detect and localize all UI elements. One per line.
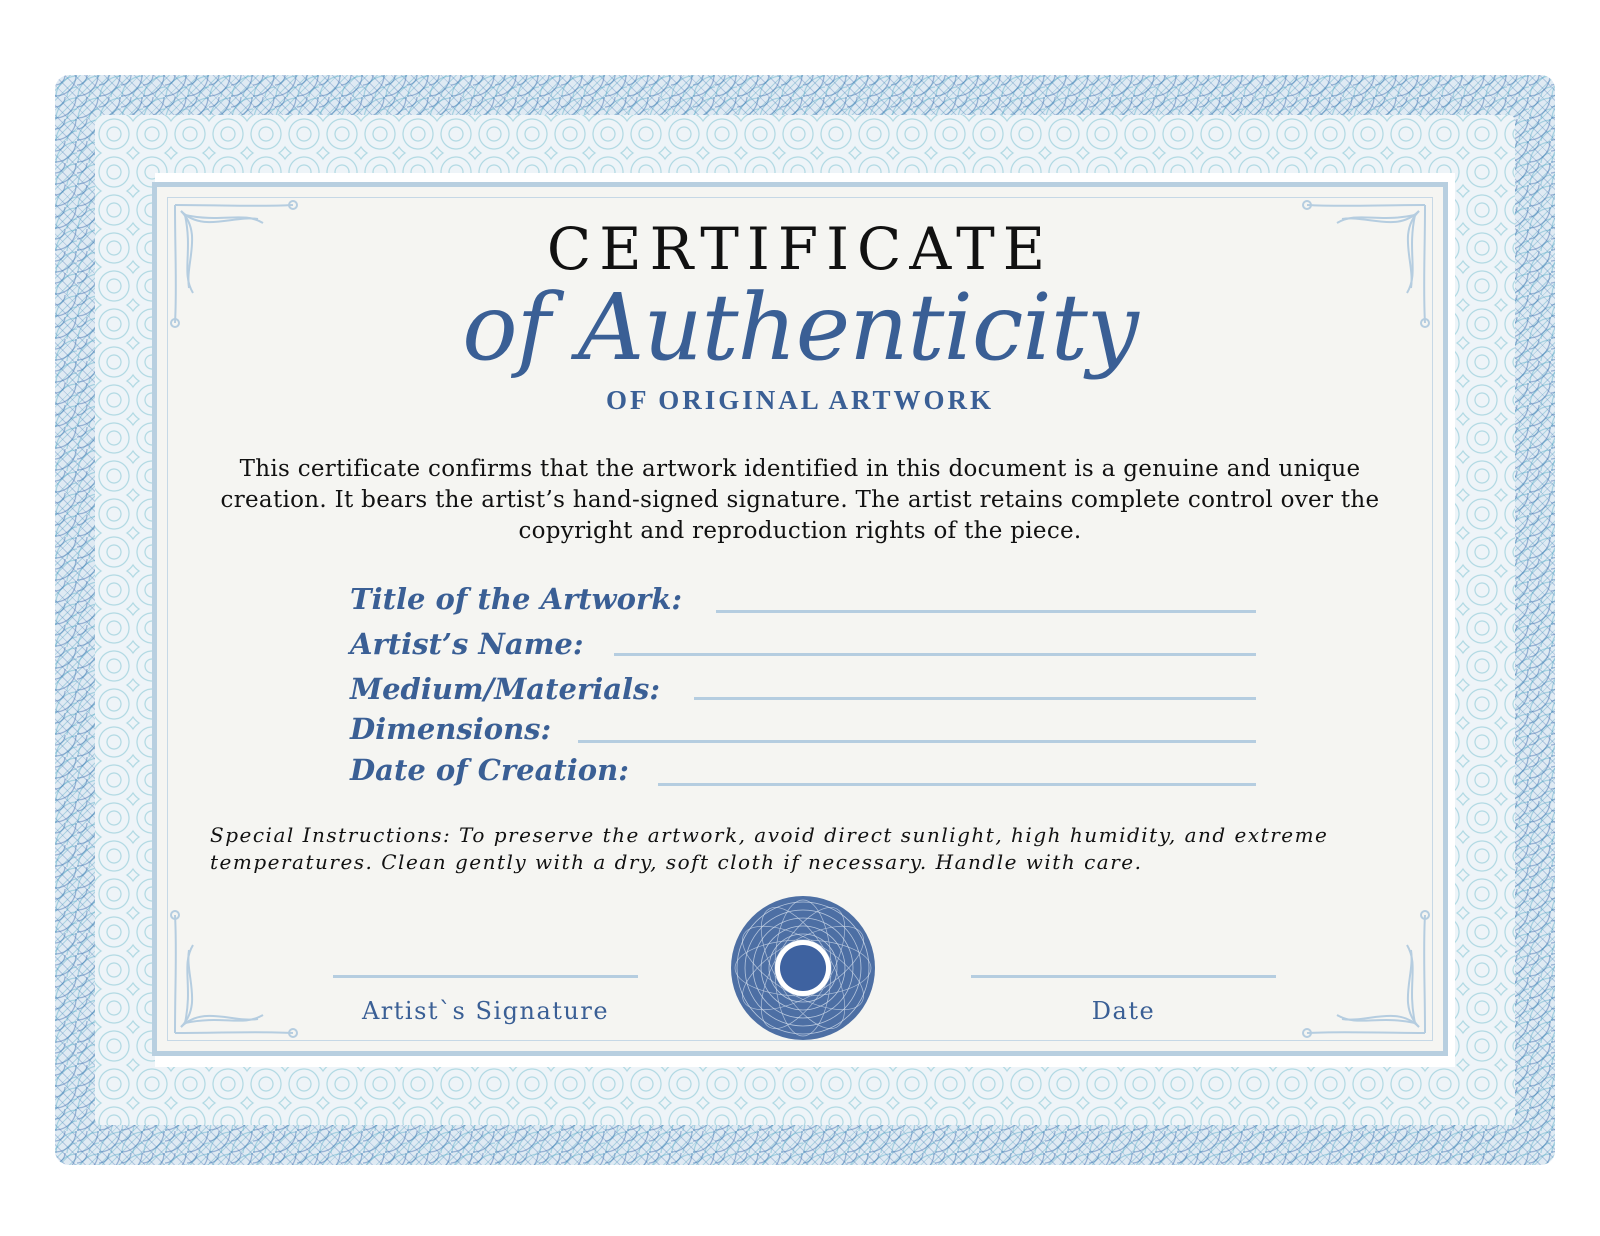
certificate-subtitle: OF ORIGINAL ARTWORK xyxy=(605,385,995,415)
field-line-title[interactable] xyxy=(716,610,1256,613)
signature-label: Artist`s Signature xyxy=(361,997,610,1025)
date-line[interactable] xyxy=(971,975,1276,978)
field-label-artist: Artist’s Name: xyxy=(350,627,584,661)
date-label: Date xyxy=(1091,997,1156,1025)
signature-line[interactable] xyxy=(333,975,638,978)
certificate-script-title: of Authenticity xyxy=(462,274,1138,381)
field-label-date-of-creation: Date of Creation: xyxy=(350,753,629,787)
field-label-dimensions: Dimensions: xyxy=(350,712,552,746)
ornamental-corner-icon xyxy=(163,905,303,1045)
field-label-title: Title of the Artwork: xyxy=(350,582,683,616)
intro-paragraph: This certificate confirms that the artwork identified in this document is a genuine and unique creation. It bears the artist’s hand-signed signature. The artist retains complete control over the copyright and reproduction rights of the piece. xyxy=(220,456,1380,544)
field-label-medium: Medium/Materials: xyxy=(350,672,661,706)
field-line-medium[interactable] xyxy=(694,697,1256,700)
certificate-title: CERTIFICATE xyxy=(546,215,1054,283)
field-line-dimensions[interactable] xyxy=(578,740,1256,743)
field-line-artist[interactable] xyxy=(614,653,1256,656)
rosette-seal-icon xyxy=(728,893,878,1043)
field-line-date-of-creation[interactable] xyxy=(658,783,1256,786)
ornamental-corner-icon xyxy=(1297,905,1437,1045)
special-instructions: Special Instructions: To preserve the artwork, avoid direct sunlight, high humidity, and extreme temperatures. Clean gently with a dry, soft cloth if necessary. Handle with care. xyxy=(210,823,1329,874)
